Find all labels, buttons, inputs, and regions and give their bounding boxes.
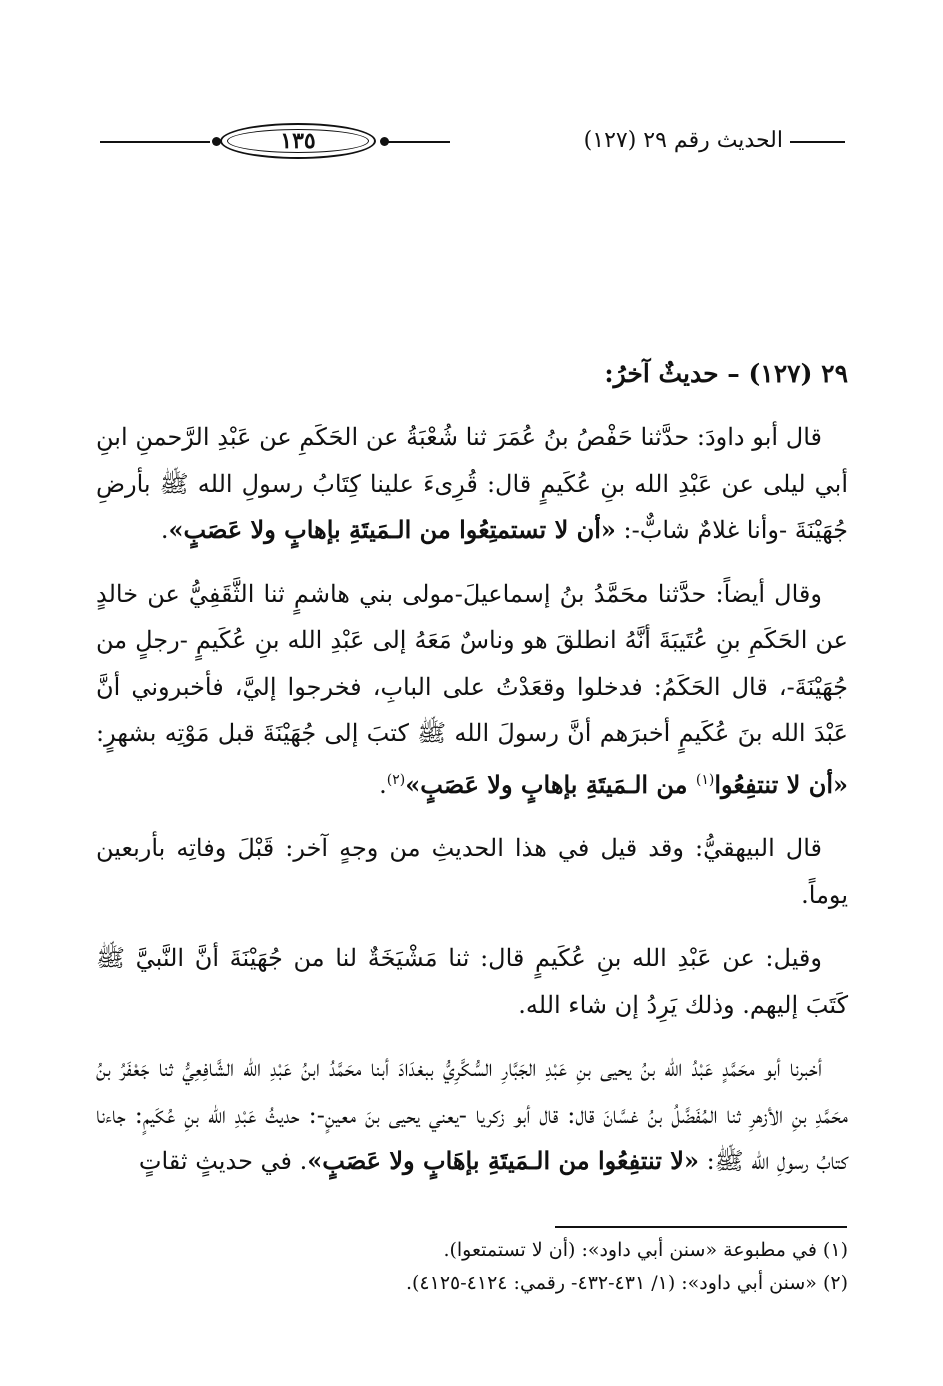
- header-dot-left: [212, 137, 221, 146]
- paragraph-1-quote: «أن لا تستمتِعُوا من الـمَيتَةِ بإهابٍ ولا عَصَبٍ»: [168, 515, 616, 544]
- footnote-ref-1: (١): [695, 771, 715, 788]
- paragraph-5-text: أخبرنا أبو محَمَّدٍ عَبْدُ الله بنُ يحيى بنِ عَبْدِ الجَبَّارِ السُّكَّرِيُّ ببغدَادَ أبنا محَمَّدُ ابنُ عَبْدِ الله الشَّافِعِيُّ ثنا جَعْفَرُ بنُ محَمَّدِ بنِ الأزهرِ ثنا المُفَضَّلُ بنُ غسَّانَ قال: قال أبو زكريا -يعني يحيى بنَ معينٍ-: حديثُ عَبْدِ الله بنِ عُكَيمٍ: جاءنا كتابُ رسولِ الله ﷺ:: [96, 1054, 848, 1175]
- paragraph-2: [96, 571, 848, 809]
- header-rule-right: [790, 141, 845, 143]
- footnote-2: (٢) «سنن أبي داود»: (١/ ٤٣١-٤٣٢- رقمي: ٤١٢٤-٤١٢٥).: [405, 1272, 848, 1294]
- paragraph-2-end: .: [379, 770, 387, 799]
- header-rule-middle: [388, 141, 450, 143]
- paragraph-4: وقيل: عن عَبْدِ الله بنِ عُكَيمٍ قال: ثنا مَشْيَخَةٌ لنا من جُهَيْنَةَ أنَّ النَّبيَّ ﷺ كَتَبَ إليهم. وذلك يَرِدُ إن شاء الله.: [96, 944, 848, 1019]
- paragraph-5-end: . في حديثٍ ثقاتٍ: [138, 1147, 308, 1175]
- paragraph-1-text: قال أبو داودَ: حدَّثنا حَفْصُ بنُ عُمَرَ ثنا شُعْبَةُ عن الحَكَمِ عن عَبْدِ الرَّحمنِ ابنِ أبي ليلى عن عَبْدِ الله بنِ عُكَيمٍ قال: قُرِىءَ علينا كِتَابُ رسولِ الله ﷺ بأرضِ جُهَيْنَةَ -وأنا غلامٌ شابٌّ-:: [96, 423, 848, 544]
- running-title: الحديث رقم ٢٩ (١٢٧): [583, 128, 783, 153]
- footnote-1: (١) في مطبوعة «سنن أبي داود»: (أن لا تستمتعوا).: [443, 1239, 848, 1261]
- paragraph-2-text: وقال أيضاً: حدَّثنا محَمَّدُ بنُ إسماعيلَ-مولى بني هاشمٍ ثنا الثَّقَفِيُّ عن خالدٍ عن الحَكَمِ بنِ عُتَيبَةَ أنَّهُ انطلقَ هو وناسٌ مَعَهُ إلى عَبْدِ الله بنِ عُكَيمٍ -رجلٍ من جُهَيْنَةَ-، قال الحَكَمُ: فدخلوا وقعَدْتُ على البابِ، فخرجوا إليَّ، فأخبروني أنَّ عَبْدَ الله بنَ عُكَيمٍ أخبرَهم أنَّ رسولَ الله ﷺ كتبَ إلى جُهَيْنَةَ قبل مَوْتِه بشهرٍ:: [96, 579, 848, 747]
- section-heading: ٢٩ (١٢٧) – حديثٌ آخرُ:: [604, 359, 848, 388]
- main-text: [96, 352, 848, 1202]
- paragraph-3: قال البيهقيُّ: وقد قيل في هذا الحديثِ من وجهٍ آخر: قَبْلَ وفاتِه بأربعين يوماً.: [96, 834, 848, 909]
- paragraph-2-quote-a: «أن لا تنتفِعُوا: [714, 769, 848, 799]
- paragraph-5: [96, 1045, 848, 1185]
- page-number-text: ١٣٥: [280, 128, 316, 154]
- paragraph-1: [96, 414, 848, 554]
- paragraph-1-end: .: [160, 516, 169, 544]
- running-header: [100, 122, 845, 162]
- page-number: [220, 123, 376, 159]
- footnotes: [96, 1234, 848, 1300]
- footnote-separator: [555, 1226, 847, 1228]
- header-dot-right: [380, 137, 389, 146]
- paragraph-5-quote: «لا تنتفِعُوا من الـمَيتَةِ بإهَابٍ ولا عَصَبٍ»: [307, 1146, 699, 1175]
- paragraph-2-quote-b: من الـمَيتَةِ بإهابٍ ولا عَصَبٍ»: [405, 769, 696, 799]
- header-rule-left: [100, 141, 210, 143]
- footnote-ref-2: (٢): [386, 771, 406, 788]
